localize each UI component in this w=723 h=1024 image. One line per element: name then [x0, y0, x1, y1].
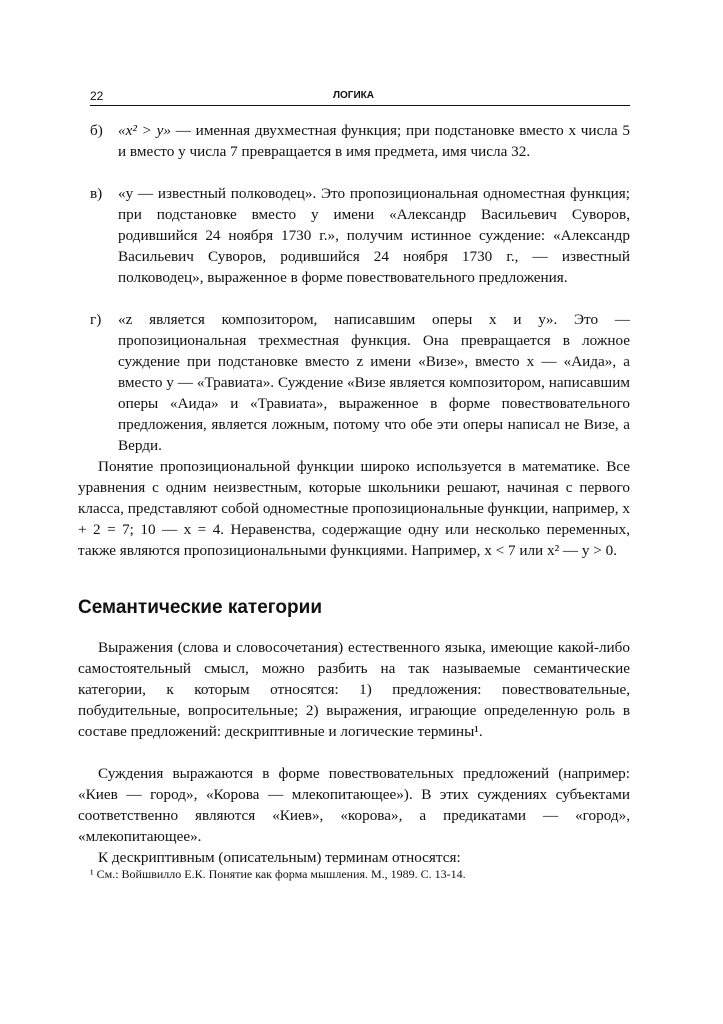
inline-formula: «x² > y» [118, 122, 171, 139]
paragraph-semantic-categories: Выражения (слова и словосочетания) естественного языка, имеющие какой-либо самостоятельный смысл, можно разбить на так называемые семантические категории, к которым относятся: 1) предложения: повествовательные, побудительные, вопросительные; 2) выражения, играющие определенную роль в составе предложений: дескриптивные и логические термины¹. [78, 639, 630, 740]
list-item-g [90, 309, 630, 456]
paragraph-descriptive-terms: К дескриптивным (описательным) терминам относятся: [98, 849, 461, 866]
list-item-label: в) [90, 185, 103, 202]
list-item-text: «z является композитором, написавшим оперы x и y». Это — пропозициональная трехместная функция. Она превращается в ложное суждение при подстановке вместо z имени «Визе», вместо x — «Аида», а вместо y — «Травиата». Суждение «Визе является композитором, написавшим оперы «Аида» и «Травиата», выраженное в форме повествовательного предложения, является ложным, потому что обе эти оперы написал не Визе, а Верди. [118, 311, 630, 454]
list-item-v [90, 183, 630, 288]
list-item-label: г) [90, 311, 102, 328]
list-item-b [90, 120, 630, 162]
list-item-body: — именная двухместная функция; при подстановке вместо x числа 5 и вместо y числа 7 превращается в имя предмета, имя числа 32. [118, 122, 630, 160]
paragraph-propositional-functions: Понятие пропозициональной функции широко используется в математике. Все уравнения с одним неизвестным, которые школьники решают, начиная с первого класса, представляют собой одноместные пропозициональные функции, например, x + 2 = 7; 10 — x = 4. Неравенства, содержащие одну или несколько переменных, также являются пропозициональными функциями. Например, x < 7 или x² — y > 0. [78, 458, 630, 559]
running-header [90, 89, 630, 106]
footnote: ¹ См.: Войшвилло Е.К. Понятие как форма мышления. М., 1989. С. 13-14. [90, 867, 466, 881]
list-item-text: «у — известный полководец». Это пропозициональная одноместная функция; при подстановке вместо у имени «Александр Васильевич Суворов, родившийся 24 ноября 1730 г.», получим истинное суждение: «Александр Васильевич Суворов, родившийся 24 ноября 1730 г., — известный полководец», выраженное в форме повествовательного предложения. [118, 185, 630, 286]
paragraph-judgements: Суждения выражаются в форме повествовательных предложений (например: «Киев — город», «Корова — млекопитающее»). В этих суждениях субъектами соответственно являются «Киев», «корова», а предикатами — «город», «млекопитающее». [78, 765, 630, 845]
list-item-label: б) [90, 122, 103, 139]
section-heading: Семантические категории [78, 597, 323, 618]
page-number: 22 [90, 89, 104, 103]
list-item-text [118, 120, 630, 162]
running-title: ЛОГИКА [333, 90, 374, 101]
